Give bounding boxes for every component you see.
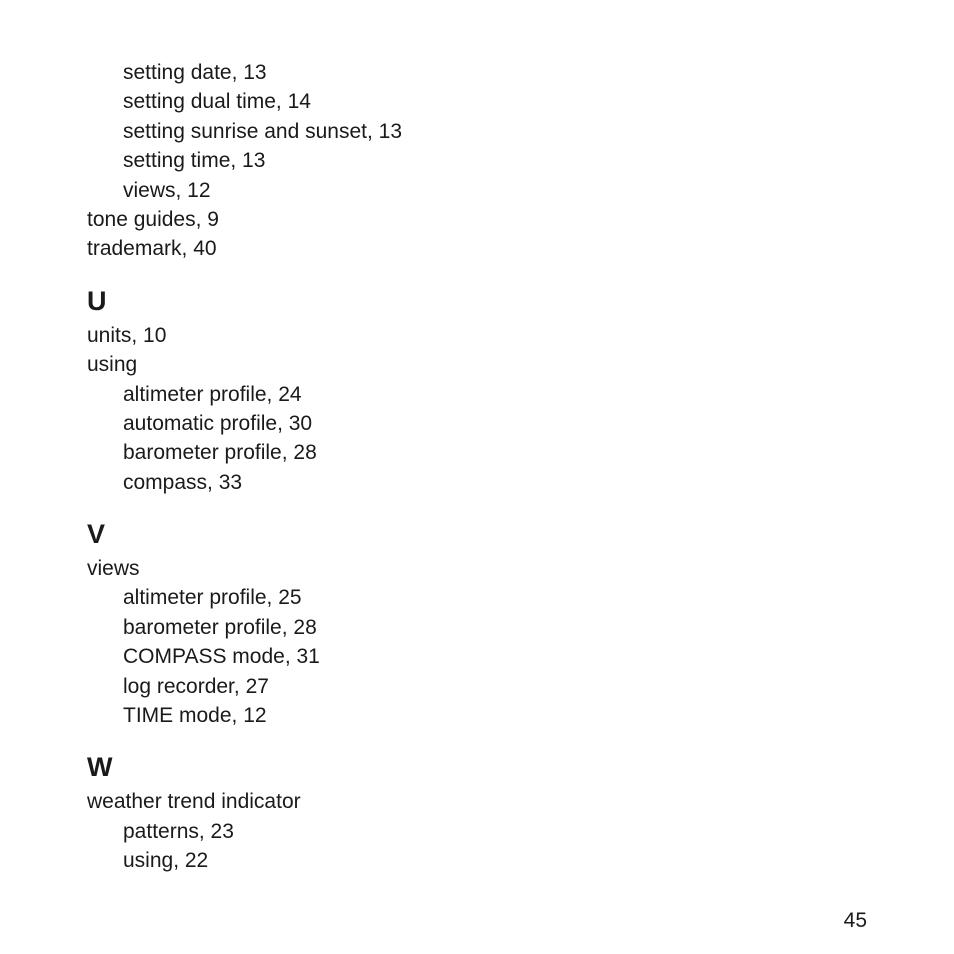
section-letter-u: U <box>87 285 107 316</box>
index-entry: views <box>87 557 140 581</box>
index-subentry: setting sunrise and sunset, 13 <box>123 119 403 143</box>
index-subentry: automatic profile, 30 <box>123 411 313 435</box>
index-subentry: log recorder, 27 <box>123 674 269 698</box>
section-letter-w: W <box>87 752 113 783</box>
index-subentry: setting dual time, 14 <box>123 90 311 114</box>
index-subentry: setting date, 13 <box>123 61 267 84</box>
index-entry: trademark, 40 <box>87 237 217 261</box>
index-subentry: TIME mode, 12 <box>123 704 267 728</box>
index-list <box>87 58 867 876</box>
index-entry: units, 10 <box>87 323 167 347</box>
index-subentry: barometer profile, 28 <box>123 615 317 639</box>
index-subentry: views, 12 <box>123 178 211 202</box>
index-subentry: setting time, 13 <box>123 149 266 173</box>
index-entry: tone guides, 9 <box>87 207 219 231</box>
index-subentry: COMPASS mode, 31 <box>123 645 320 669</box>
section-letter-v: V <box>87 519 106 550</box>
index-subentry: using, 22 <box>123 849 209 873</box>
index-subentry: altimeter profile, 24 <box>123 382 302 406</box>
index-entry: weather trend indicator <box>87 790 301 814</box>
index-subentry: patterns, 23 <box>123 819 234 843</box>
page-number: 45 <box>843 909 867 932</box>
index-entry: using <box>87 353 138 377</box>
index-subentry: compass, 33 <box>123 470 243 494</box>
index-subentry: barometer profile, 28 <box>123 441 317 465</box>
index-subentry: altimeter profile, 25 <box>123 586 302 610</box>
